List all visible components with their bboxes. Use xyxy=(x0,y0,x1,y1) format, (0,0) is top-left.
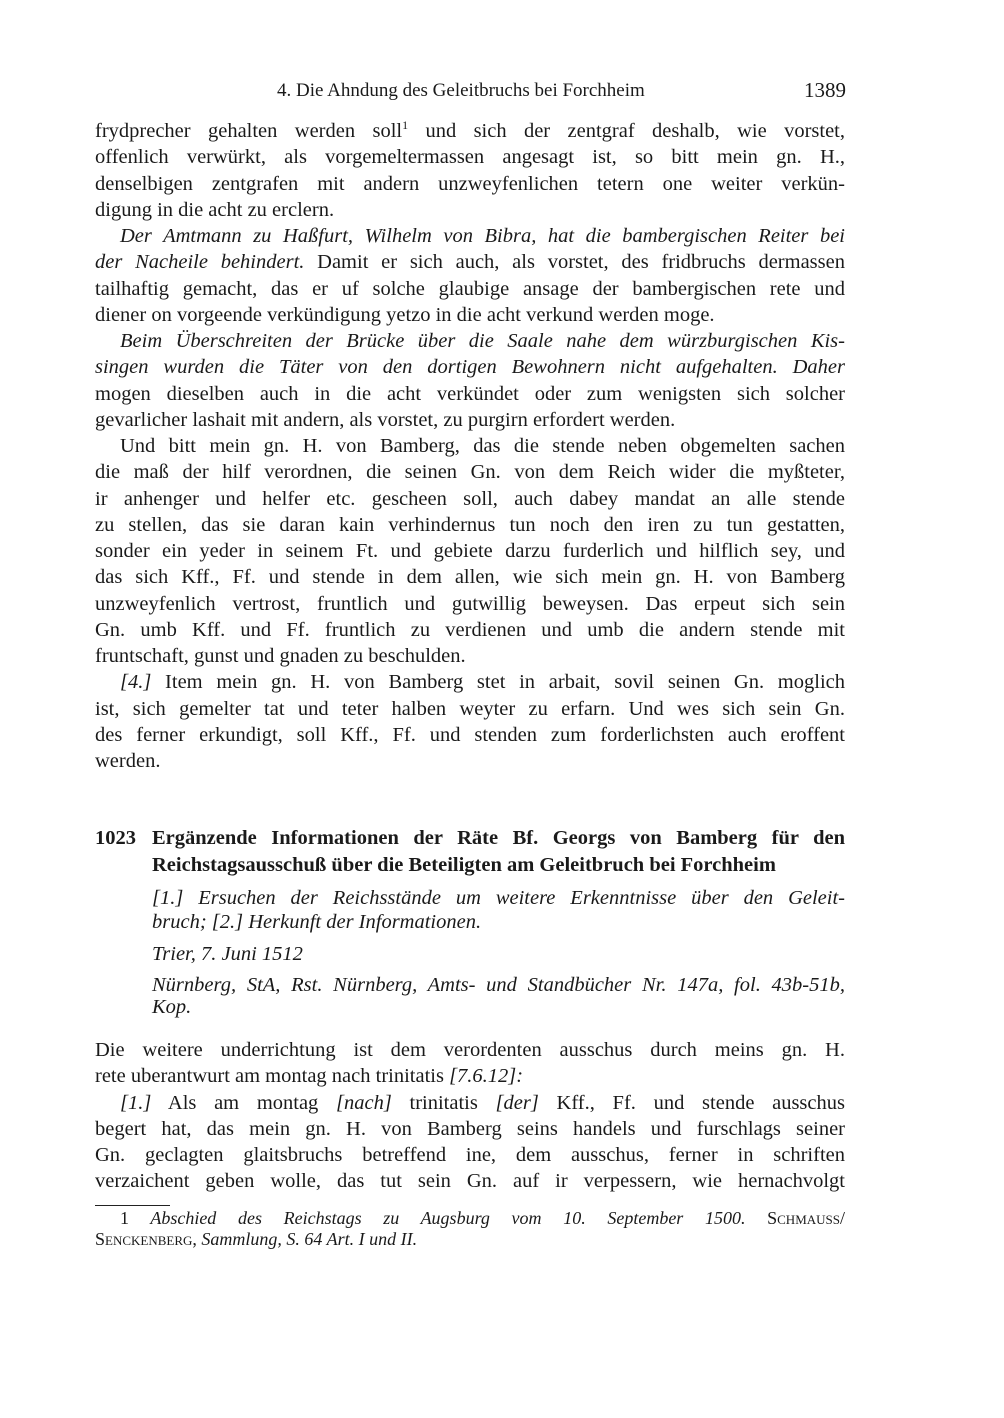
document-number: 1023 xyxy=(95,827,136,849)
text-segment: Als am montag xyxy=(151,1091,336,1114)
page-number: 1389 xyxy=(804,78,846,102)
title-line: Ergänzende Informationen der Räte Bf. Georgs von Bamberg für den xyxy=(152,827,845,849)
text-line xyxy=(95,144,845,170)
text-line xyxy=(95,302,845,328)
text-segment: singen wurden die Täter von den dortigen Bewohnern nicht aufgehalten. Daher xyxy=(95,356,845,379)
footnote-divider xyxy=(95,1205,170,1206)
text-line xyxy=(95,1208,845,1229)
text-segment: fruntschaft, gunst und gnaden zu beschulden. xyxy=(95,645,466,667)
text-line xyxy=(95,407,845,433)
text-segment: Gn. umb Kff. und Ff. fruntlich zu verdienen und umb die andern stende mit xyxy=(95,618,845,641)
regest xyxy=(152,886,845,934)
text-segment: des ferner erkundigt, soll Kff., Ff. und stenden zum forderlichsten auch eroffent xyxy=(95,723,845,746)
text-segment: [4.] xyxy=(120,671,152,694)
text-segment: [der] xyxy=(495,1091,539,1114)
archival-source xyxy=(152,974,845,1018)
text-segment: Damit er sich auch, als vorstet, des fridbruchs dermassen xyxy=(304,251,845,274)
text-line xyxy=(95,643,845,669)
document-body-text xyxy=(95,1037,845,1195)
text-line xyxy=(95,591,845,617)
text-line xyxy=(95,249,845,275)
source-line: Kop. xyxy=(152,996,192,1018)
text-segment: ist, sich gemelter tat und teter halben weyter zu erfarn. Und wes sich sein Gn. xyxy=(95,697,845,720)
text-line xyxy=(95,459,845,485)
text-segment: denselbigen zentgrafen mit andern unzweyfenlichen tetern one weiter verkün- xyxy=(95,172,845,195)
text-line xyxy=(95,669,845,695)
text-segment: digung in die acht zu erclern. xyxy=(95,198,335,221)
text-line xyxy=(95,1116,845,1142)
text-line xyxy=(95,433,845,459)
text-segment: Und bitt mein gn. H. von Bamberg, das die stende neben obgemelten sachen xyxy=(120,435,845,457)
text-line xyxy=(95,1142,845,1168)
text-line xyxy=(95,276,845,302)
text-line xyxy=(95,118,845,144)
text-segment: und sich der zentgraf deshalb, wie vorstet, xyxy=(408,120,845,142)
text-line xyxy=(95,1168,845,1194)
text-segment: Der Amtmann zu Haßfurt, Wilhelm von Bibra, hat die bambergischen Reiter bei xyxy=(120,225,845,247)
text-segment: der Nacheile behindert. xyxy=(95,251,305,274)
text-segment: gevarlicher lashait mit andern, als vorstet, zu purgirn erfordert werden. xyxy=(95,408,676,431)
text-line xyxy=(95,564,845,590)
text-line xyxy=(95,486,845,512)
text-line xyxy=(95,512,845,538)
text-segment: Abschied des Reichstags zu Augsburg vom 10. September 1500. xyxy=(129,1208,746,1228)
regest-line: [1.] Ersuchen der Reichsstände um weitere Erkenntnisse über den Geleit- xyxy=(152,887,845,909)
text-line xyxy=(95,354,845,380)
text-segment: ir anhenger und helfer etc. gescheen soll, auch dabey mandat an alle stende xyxy=(95,487,845,510)
text-line xyxy=(95,538,845,564)
text-segment: zu stellen, das sie daran kain verhindernus tun noch den iren zu tun gestatten, xyxy=(95,513,845,536)
text-line xyxy=(95,617,845,643)
text-segment: werden. xyxy=(95,750,161,772)
text-segment: Die weitere underrichtung ist dem verordenten ausschus durch meins gn. H. xyxy=(95,1039,845,1061)
text-line xyxy=(95,722,845,748)
text-segment: Kff., Ff. und stende ausschus xyxy=(538,1091,845,1114)
text-segment: diener on vorgeende verkündigung yetzo in die acht verkund werden moge. xyxy=(95,303,715,326)
text-line xyxy=(95,1037,845,1063)
text-segment: mogen dieselben auch in die acht verkündet oder zum wenigsten sich solcher xyxy=(95,382,845,405)
footnote xyxy=(95,1208,845,1250)
text-segment: rete uberantwurt am montag nach trinitatis xyxy=(95,1065,450,1088)
text-segment: Gn. geclagten glaitsbruchs betreffend ine, dem ausschus, ferner in schriften xyxy=(95,1144,845,1166)
text-line xyxy=(95,1063,845,1089)
footnote-marker: 1 xyxy=(402,118,409,133)
text-segment: verzaichent geben wolle, das tut sein Gn. auf ir verpessern, wie hernachvolgt xyxy=(95,1170,845,1193)
text-segment: [1.] xyxy=(120,1091,152,1114)
text-segment: Item mein gn. H. von Bamberg stet in arbait, sovil seinen Gn. moglich xyxy=(151,671,845,694)
text-line xyxy=(95,748,845,774)
text-line xyxy=(95,328,845,354)
text-line xyxy=(95,1229,845,1250)
regest-line: bruch; [2.] Herkunft der Informationen. xyxy=(152,911,482,933)
text-segment: [7.6.12]: xyxy=(449,1065,524,1088)
text-segment: unzweyfenlich vertrost, fruntlich und gutwillig beweysen. Das erpeut sich sein xyxy=(95,592,845,615)
running-head: 4. Die Ahndung des Geleitbruchs bei Forchheim xyxy=(277,80,645,101)
document-title xyxy=(152,825,845,878)
date-line: Trier, 7. Juni 1512 xyxy=(152,943,303,965)
text-line xyxy=(95,696,845,722)
title-line: Reichstagsausschuß über die Beteiligten am Geleitbruch bei Forchheim xyxy=(152,853,776,876)
document-date xyxy=(152,942,845,966)
text-segment: begert hat, das mein gn. H. von Bamberg seins handels und furschlags seiner xyxy=(95,1117,845,1140)
text-segment: [nach] xyxy=(336,1091,392,1114)
text-segment: offenlich verwürkt, als vorgemeltermassen angesagt ist, so bitt mein gn. H., xyxy=(95,146,845,169)
text-segment: frydprecher gehalten werden soll xyxy=(95,120,403,142)
text-segment: das sich Kff., Ff. und stende in dem allen, wie sich mein gn. H. von Bamberg xyxy=(95,566,845,589)
text-segment: Sammlung, S. 64 Art. I und II. xyxy=(196,1229,418,1249)
document-heading xyxy=(95,825,845,1018)
text-segment: 1 xyxy=(120,1208,129,1228)
text-line xyxy=(95,1090,845,1116)
source-line: Nürnberg, StA, Rst. Nürnberg, Amts- und Standbücher Nr. 147a, fol. 43b-51b, xyxy=(152,974,845,996)
text-segment: trinitatis xyxy=(391,1091,496,1114)
text-line xyxy=(95,171,845,197)
text-line xyxy=(95,197,845,223)
text-segment: Schmauss/ xyxy=(745,1208,845,1228)
text-segment: Senckenberg, xyxy=(95,1229,197,1249)
body-text-continued xyxy=(95,118,845,774)
text-line xyxy=(95,381,845,407)
text-segment: sonder ein yeder in seinem Ft. und gebiete darzu furderlich und hilflich sey, und xyxy=(95,540,845,562)
text-segment: die maß der hilf verordnen, die seinen Gn. von dem Reich wider die myßteter, xyxy=(95,461,845,484)
text-segment: Beim Überschreiten der Brücke über die Saale nahe dem würzburgischen Kis- xyxy=(120,330,845,352)
text-segment: tailhaftig gemacht, das er uf solche glaubige ansage der bambergischen rete und xyxy=(95,277,845,300)
text-line xyxy=(95,223,845,249)
